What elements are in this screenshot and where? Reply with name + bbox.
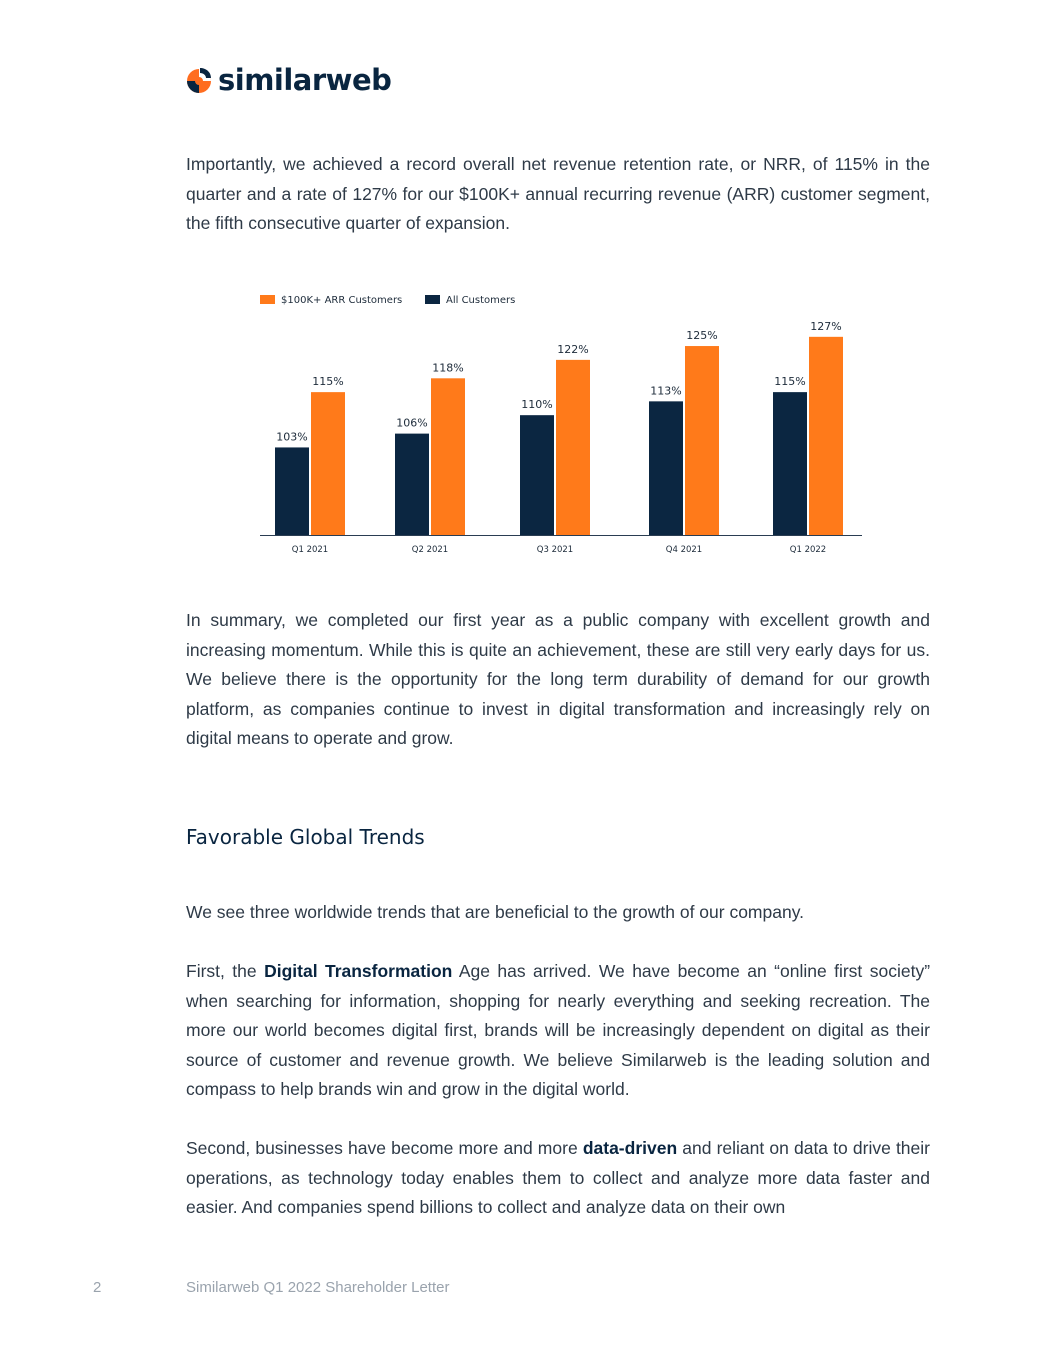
logo-text: similarweb — [218, 63, 392, 97]
p3-body: and reliant on data to drive their operations, as technology today enables them to collect and analyze more data faster and easier. And companies spend billions to collect and analyze data on their own — [186, 1138, 930, 1218]
p2-lead: First, the — [186, 961, 265, 981]
digital-transformation-paragraph — [186, 957, 930, 1105]
x-tick-label-1: Q2 2021 — [411, 545, 449, 555]
logo — [186, 64, 391, 96]
bar-all-2 — [520, 415, 554, 535]
digital-transformation-term: Digital Transformation — [264, 961, 453, 981]
intro-paragraph: Importantly, we achieved a record overall net revenue retention rate, or NRR, of 115% in the quarter and a rate of 127% for our $100K+ annual recurring revenue (ARR) customer segment, the fifth consecutive quarter of expansion. — [186, 154, 930, 234]
nrr-bar-chart — [250, 285, 870, 570]
x-tick-label-0: Q1 2021 — [291, 545, 329, 555]
footer-title: Similarweb Q1 2022 Shareholder Letter — [186, 1279, 450, 1296]
section-heading: Favorable Global Trends — [186, 825, 425, 849]
data-driven-term: data-driven — [582, 1138, 678, 1158]
bar-all-3 — [649, 401, 683, 535]
legend-swatch-0 — [260, 295, 275, 304]
similarweb-logo-icon — [186, 66, 212, 94]
x-tick-label-4: Q1 2022 — [789, 545, 827, 555]
bar-arr-2 — [556, 360, 590, 535]
trends-intro-paragraph: We see three worldwide trends that are beneficial to the growth of our company. — [186, 902, 805, 922]
data-label-all-3: 113% — [650, 384, 682, 398]
summary-paragraph: In summary, we completed our first year as a public company with excellent growth and increasing momentum. While this is quite an achievement, these are still very early days for us. We believe there is the opportunity for the long term durability of demand for our growth platform, as companies continue to invest in digital transformation and increasingly rely on digital means to operate and grow. — [186, 610, 930, 749]
legend-label-0: $100K+ ARR Customers — [281, 295, 403, 306]
x-tick-label-3: Q4 2021 — [665, 545, 703, 555]
bar-all-4 — [773, 392, 807, 535]
data-driven-paragraph — [186, 1134, 930, 1223]
data-label-all-4: 115% — [774, 375, 806, 389]
legend-label-1: All Customers — [446, 295, 516, 306]
data-label-all-2: 110% — [521, 398, 553, 412]
data-label-arr-2: 122% — [557, 342, 589, 356]
data-label-arr-3: 125% — [686, 329, 718, 343]
data-label-arr-1: 118% — [432, 361, 464, 375]
page-number: 2 — [93, 1279, 102, 1296]
bar-all-0 — [275, 447, 309, 535]
data-label-arr-4: 127% — [810, 319, 842, 333]
p2-body: Age has arrived. We have become an “online first society” when searching for information, shopping for nearly everything and seeking recreation. The more our world becomes digital first, brands will be increasingly dependent on digital as their source of customer and revenue growth. We believe Similarweb is the leading solution and compass to help brands win and grow in the digital world. — [186, 961, 931, 1100]
legend-swatch-1 — [425, 295, 440, 304]
bar-all-1 — [395, 434, 429, 535]
x-tick-label-2: Q3 2021 — [536, 545, 574, 555]
data-label-all-0: 103% — [276, 430, 308, 444]
bar-arr-0 — [311, 392, 345, 535]
data-label-arr-0: 115% — [312, 375, 344, 389]
p3-lead: Second, businesses have become more and more — [186, 1138, 583, 1158]
bar-arr-4 — [809, 337, 843, 535]
bar-arr-1 — [431, 378, 465, 535]
data-label-all-1: 106% — [396, 416, 428, 430]
bar-arr-3 — [685, 346, 719, 535]
